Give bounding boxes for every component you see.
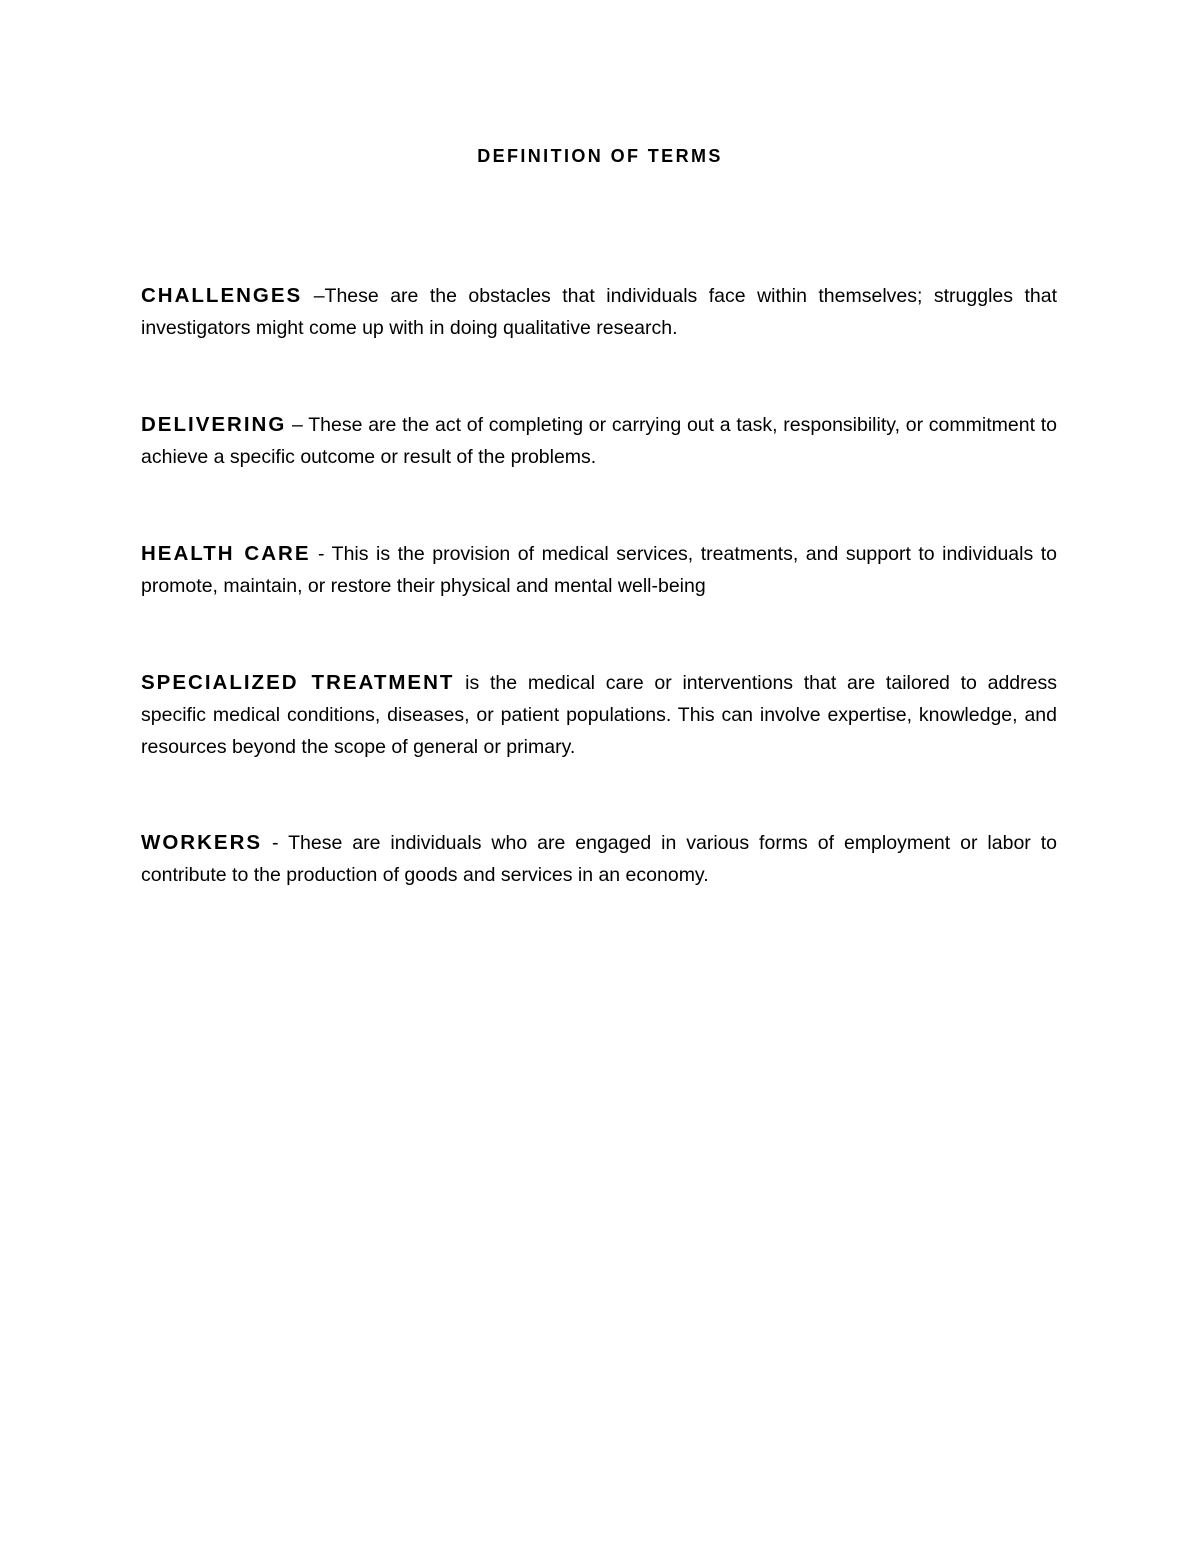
document-title: DEFINITION OF TERMS [477, 146, 723, 166]
term-definition: - These are individuals who are engaged in various forms of employment or labor to contribute to the production of goods and services in an economy. [141, 832, 1057, 886]
term-delivering [141, 409, 1057, 473]
term-name: DELIVERING [141, 413, 287, 436]
term-name: SPECIALIZED TREATMENT [141, 671, 455, 694]
term-name: HEALTH CARE [141, 542, 311, 565]
term-name: WORKERS [141, 831, 263, 854]
term-definition: is the medical care or interventions that are tailored to address specific medical conditions, diseases, or patient populations. This can involve expertise, knowledge, and resources beyond the scope of general or primary. [141, 672, 1057, 758]
term-name: CHALLENGES [141, 284, 303, 307]
term-definition: –These are the obstacles that individuals face within themselves; struggles that investigators might come up with in doing qualitative research. [141, 285, 1057, 339]
term-definition: – These are the act of completing or carrying out a task, responsibility, or commitment to achieve a specific outcome or result of the problems. [141, 414, 1057, 468]
term-workers [141, 827, 1057, 891]
term-challenges [141, 280, 1057, 344]
term-definition: - This is the provision of medical services, treatments, and support to individuals to promote, maintain, or restore their physical and mental well-being [141, 543, 1057, 597]
term-health-care [141, 538, 1057, 602]
term-specialized-treatment [141, 667, 1057, 763]
